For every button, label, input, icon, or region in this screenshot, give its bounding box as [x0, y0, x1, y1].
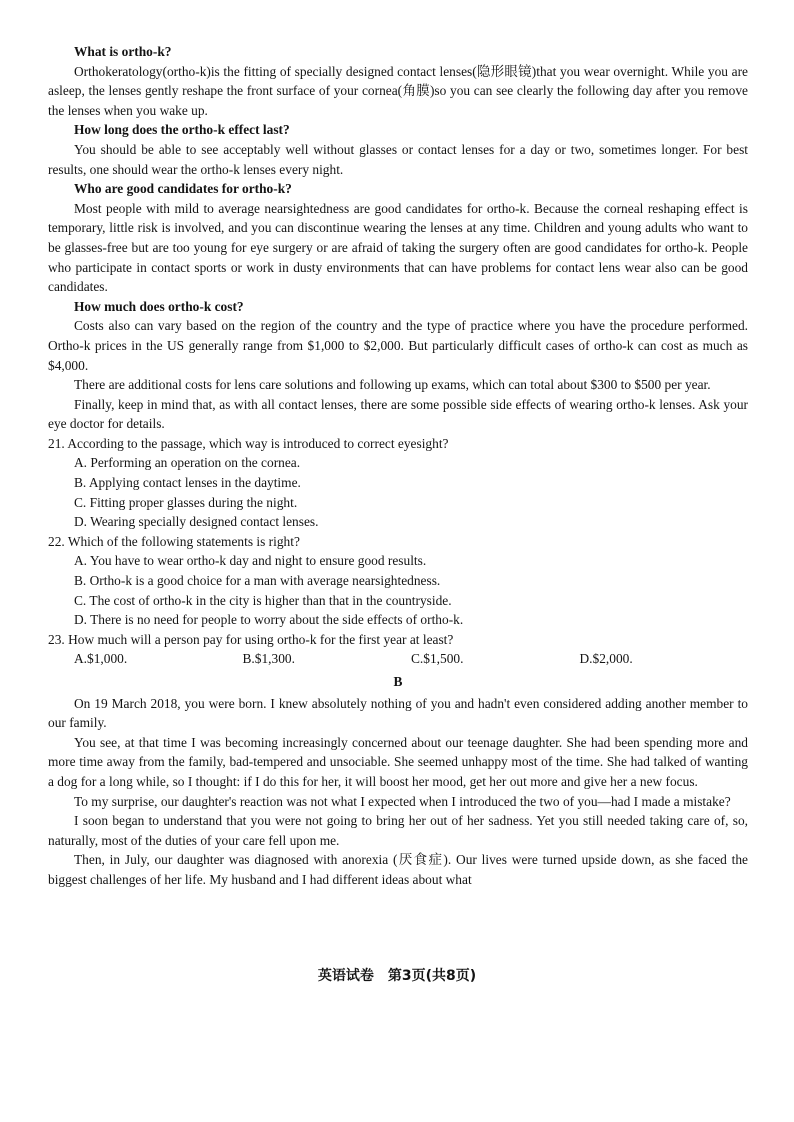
option: D. There is no need for people to worry about the side effects of ortho-k. — [74, 612, 464, 628]
section-label: B — [393, 674, 403, 689]
paragraph: Costs also can vary based on the region of the country and the type of practice where you have the procedure performed. Ortho-k prices in the US generally range from $1,000 to $2,000. But particularly difficult cases of ortho-k can cost as much as $4,000. — [48, 318, 748, 373]
question-23 — [48, 630, 748, 669]
option: A. Performing an operation on the cornea. — [74, 455, 301, 471]
question-stem: 21. According to the passage, which way is introduced to correct eyesight? — [48, 435, 449, 451]
section-heading: How long does the ortho-k effect last? — [74, 122, 290, 138]
paragraph: Most people with mild to average nearsightedness are good candidates for ortho-k. Because the corneal reshaping effect is temporary, little risk is involved, and you can discontinue wearing the lenses at any time. Children and young adults who want to be glasses-free but are too young for eye surgery or are afraid of taking the surgery often are good candidates for ortho-k. People who participate in contact sports or work in dusty environments that can have problems for contact lens wear also can be good candidates. — [48, 200, 748, 295]
paragraph: On 19 March 2018, you were born. I knew absolutely nothing of you and hadn't even considered adding another member to our family. — [48, 695, 748, 731]
option: C.$1,500. — [411, 651, 464, 667]
option: C. The cost of ortho-k in the city is higher than that in the countryside. — [74, 592, 452, 608]
questions — [48, 434, 748, 630]
option: A. You have to wear ortho-k day and night to ensure good results. — [74, 553, 427, 569]
section-heading: How much does ortho-k cost? — [74, 298, 244, 314]
section-heading: Who are good candidates for ortho-k? — [74, 181, 292, 197]
passage-b — [48, 694, 748, 890]
option: A.$1,000. — [74, 651, 128, 667]
paragraph: I soon began to understand that you were not going to bring her out of her sadness. Yet you still needed taking care of, so, naturally, most of the duties of your care fell upon me. — [48, 813, 748, 848]
option: B. Ortho-k is a good choice for a man with average nearsightedness. — [74, 573, 441, 589]
question-23-options — [48, 649, 748, 669]
paragraph: You see, at that time I was becoming increasingly concerned about our teenage daughter. She had been spending more and more time away from the family, bad-tempered and unsociable. She seemed unhappy most of the time. She had talked of wanting a dog for a long while, so I thought: if I do this for her, it will boost her mood, get her out more and give her a new focus. — [48, 734, 748, 789]
option: C. Fitting proper glasses during the night. — [74, 494, 298, 510]
option: B. Applying contact lenses in the daytime. — [74, 475, 301, 491]
paragraph: To my surprise, our daughter's reaction was not what I expected when I introduced the two of you—had I made a mistake? — [74, 793, 731, 809]
question-stem: 23. How much will a person pay for using ortho-k for the first year at least? — [48, 631, 454, 647]
page-footer: 英语试卷 第3页(共8页) — [317, 968, 477, 984]
paragraph: There are additional costs for lens care solutions and following up exams, which can total about $300 to $500 per year. — [74, 377, 711, 393]
passage-a — [48, 42, 748, 434]
question — [48, 434, 748, 532]
paragraph: You should be able to see acceptably well without glasses or contact lenses for a day or two, sometimes longer. For best results, one should wear the ortho-k lenses every night. — [48, 141, 748, 177]
option: B.$1,300. — [242, 651, 295, 667]
page-content — [48, 42, 748, 890]
option: D. Wearing specially designed contact lenses. — [74, 514, 319, 530]
paragraph: Finally, keep in mind that, as with all contact lenses, there are some possible side effects of wearing ortho-k lenses. Ask your eye doctor for details. — [48, 396, 748, 432]
paragraph: Orthokeratology(ortho-k)is the fitting of specially designed contact lenses(隐形眼镜)that you wear overnight. While you are asleep, the lenses gently reshape the front surface of your cornea(角膜)so you can see clearly the following day after you remove the lenses when you wake up. — [48, 63, 748, 118]
paragraph: Then, in July, our daughter was diagnosed with anorexia (厌食症). Our lives were turned upside down, as she faced the biggest challenges of her life. My husband and I had different ideas about what — [48, 852, 748, 887]
option: D.$2,000. — [579, 651, 633, 667]
section-heading: What is ortho-k? — [74, 44, 172, 59]
question — [48, 532, 748, 630]
question-stem: 22. Which of the following statements is right? — [48, 533, 300, 549]
